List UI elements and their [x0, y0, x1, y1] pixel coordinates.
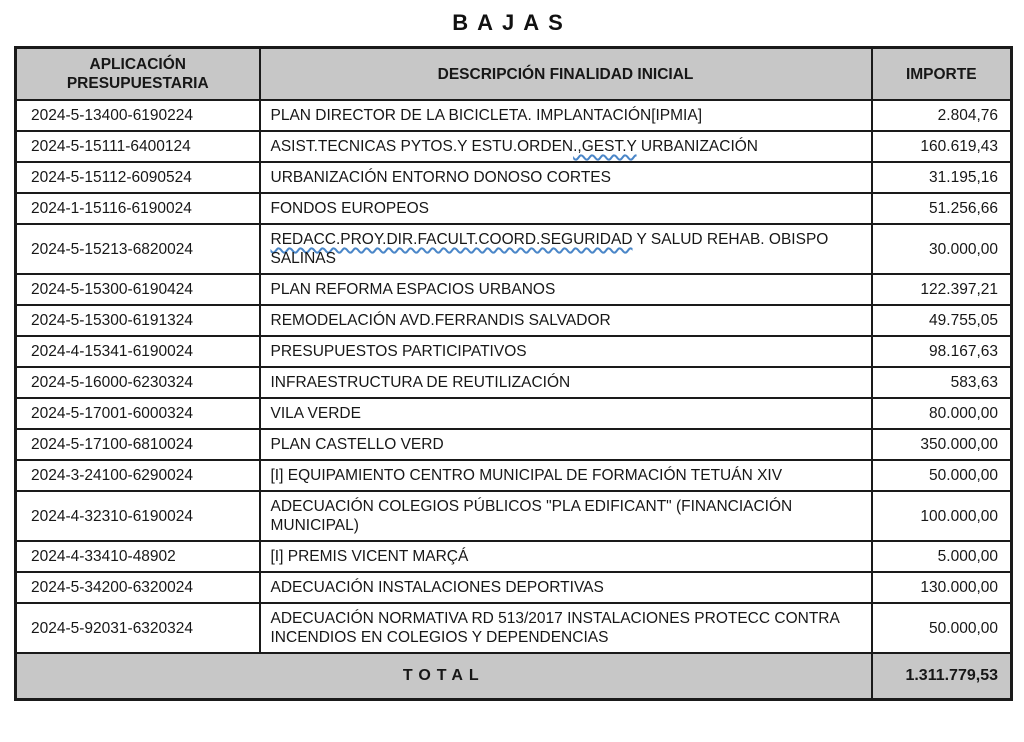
budget-code-cell: [16, 541, 260, 572]
budget-code-cell: [16, 305, 260, 336]
table-row: [16, 162, 1012, 193]
amount-value: 50.000,00: [929, 619, 998, 637]
table-header: [16, 48, 1012, 101]
budget-code-cell: [16, 460, 260, 491]
amount-cell: [872, 429, 1012, 460]
amount-value: 30.000,00: [929, 240, 998, 258]
budget-code: 2024-5-13400-6190224: [31, 107, 194, 124]
spellcheck-underlined-text: .,GEST.Y: [573, 138, 637, 155]
budget-code: 2024-5-15111-6400124: [31, 138, 191, 155]
amount-cell: [872, 572, 1012, 603]
header-row: [16, 48, 1012, 101]
description-cell: [260, 100, 872, 131]
table-row: [16, 572, 1012, 603]
total-label: TOTAL: [16, 653, 872, 699]
table-row: [16, 193, 1012, 224]
amount-cell: [872, 336, 1012, 367]
budget-code: 2024-4-32310-6190024: [31, 507, 194, 525]
description-cell: [260, 305, 872, 336]
table-row: [16, 491, 1012, 541]
budget-code: 2024-4-15341-6190024: [31, 343, 194, 360]
amount-value: 350.000,00: [920, 436, 998, 453]
total-amount: 1.311.779,53: [872, 653, 1012, 699]
budget-code: 2024-5-16000-6230324: [31, 374, 194, 391]
budget-code-cell: [16, 274, 260, 305]
budget-code-cell: [16, 603, 260, 653]
amount-cell: [872, 541, 1012, 572]
amount-value: 5.000,00: [937, 548, 998, 565]
column-header-importe: IMPORTE: [872, 48, 1012, 101]
document-title: BAJAS: [452, 10, 572, 35]
table-body: [16, 100, 1012, 653]
table-row: [16, 460, 1012, 491]
description-cell: [260, 603, 872, 653]
amount-cell: [872, 491, 1012, 541]
amount-cell: [872, 305, 1012, 336]
amount-cell: [872, 460, 1012, 491]
amount-value: 98.167,63: [929, 343, 998, 360]
description-cell: [260, 429, 872, 460]
budget-code: 2024-5-17001-6000324: [31, 405, 194, 422]
amount-cell: [872, 162, 1012, 193]
budget-code: 2024-5-34200-6320024: [31, 579, 194, 596]
description-text: PRESUPUESTOS PARTICIPATIVOS: [270, 343, 527, 360]
total-row: [16, 653, 1012, 699]
budget-code: 2024-5-15300-6190424: [31, 281, 194, 298]
column-header-aplicacion-label: APLICACIÓN PRESUPUESTARIA: [66, 56, 209, 92]
budget-code-cell: [16, 572, 260, 603]
description-text: ADECUACIÓN COLEGIOS PÚBLICOS "PLA EDIFICANT" (FINANCIACIÓN MUNICIPAL): [270, 498, 793, 534]
budget-code-cell: [16, 336, 260, 367]
budget-code: 2024-4-33410-48902: [31, 548, 176, 565]
budget-code-cell: [16, 398, 260, 429]
amount-value: 51.256,66: [929, 200, 998, 217]
description-cell: [260, 541, 872, 572]
table-row: [16, 274, 1012, 305]
budget-code-cell: [16, 131, 260, 162]
amount-cell: [872, 274, 1012, 305]
table-row: [16, 131, 1012, 162]
table-row: [16, 603, 1012, 653]
description-text: URBANIZACIÓN ENTORNO DONOSO CORTES: [270, 169, 611, 186]
table-row: [16, 100, 1012, 131]
budget-code: 2024-3-24100-6290024: [31, 467, 194, 484]
description-cell: [260, 131, 872, 162]
amount-cell: [872, 131, 1012, 162]
amount-value: 583,63: [950, 374, 998, 391]
amount-cell: [872, 193, 1012, 224]
description-text: PLAN CASTELLO VERD: [270, 436, 444, 453]
amount-cell: [872, 603, 1012, 653]
budget-code-cell: [16, 491, 260, 541]
spellcheck-underlined-text: REDACC.PROY.DIR.FACULT.COORD.SEGURIDAD: [270, 231, 633, 248]
amount-cell: [872, 398, 1012, 429]
description-cell: [260, 224, 872, 274]
table-row: [16, 224, 1012, 274]
description-cell: [260, 460, 872, 491]
budget-code: 2024-5-17100-6810024: [31, 436, 194, 453]
amount-value: 130.000,00: [920, 579, 998, 596]
amount-cell: [872, 367, 1012, 398]
amount-cell: [872, 224, 1012, 274]
amount-value: 80.000,00: [929, 405, 998, 422]
description-text: PLAN REFORMA ESPACIOS URBANOS: [270, 281, 556, 298]
table-row: [16, 429, 1012, 460]
budget-code-cell: [16, 367, 260, 398]
description-text: [I] EQUIPAMIENTO CENTRO MUNICIPAL DE FORMACIÓN TETUÁN XIV: [270, 467, 783, 484]
description-cell: [260, 193, 872, 224]
description-cell: [260, 491, 872, 541]
table-row: [16, 367, 1012, 398]
amount-value: 100.000,00: [920, 507, 998, 525]
table-row: [16, 336, 1012, 367]
column-header-aplicacion-presupuestaria: [16, 48, 260, 101]
description-text: FONDOS EUROPEOS: [270, 200, 429, 217]
budget-code: 2024-5-92031-6320324: [31, 619, 194, 637]
table-row: [16, 541, 1012, 572]
bajas-table: [14, 46, 1013, 701]
amount-cell: [872, 100, 1012, 131]
column-header-descripcion-finalidad-inicial: DESCRIPCIÓN FINALIDAD INICIAL: [260, 48, 872, 101]
budget-code: 2024-5-15213-6820024: [31, 240, 194, 258]
description-cell: [260, 398, 872, 429]
budget-code-cell: [16, 162, 260, 193]
description-cell: [260, 162, 872, 193]
budget-code: 2024-5-15300-6191324: [31, 312, 194, 329]
description-cell: [260, 367, 872, 398]
description-text: ADECUACIÓN NORMATIVA RD 513/2017 INSTALACIONES PROTECC CONTRA INCENDIOS EN COLEGIOS Y DEPENDENCIAS: [270, 610, 839, 646]
budget-code: 2024-5-15112-6090524: [31, 169, 192, 186]
description-text: PLAN DIRECTOR DE LA BICICLETA. IMPLANTACIÓN[IPMIA]: [270, 107, 703, 124]
budget-code-cell: [16, 100, 260, 131]
table-row: [16, 398, 1012, 429]
amount-value: 2.804,76: [937, 107, 998, 124]
budget-code-cell: [16, 224, 260, 274]
amount-value: 50.000,00: [929, 467, 998, 484]
table-footer: [16, 653, 1012, 699]
budget-code-cell: [16, 429, 260, 460]
description-text: VILA VERDE: [270, 405, 361, 422]
description-cell: [260, 274, 872, 305]
budget-code: 2024-1-15116-6190024: [31, 200, 192, 217]
description-cell: [260, 336, 872, 367]
description-text-after: Y SALUD REHAB. OBISPO SALINAS: [270, 231, 829, 267]
description-text: ADECUACIÓN INSTALACIONES DEPORTIVAS: [270, 579, 604, 596]
budget-code-cell: [16, 193, 260, 224]
description-text: [I] PREMIS VICENT MARÇÁ: [270, 548, 469, 565]
description-text-after: URBANIZACIÓN: [636, 138, 759, 155]
table-row: [16, 305, 1012, 336]
description-cell: [260, 572, 872, 603]
description-text: ASIST.TECNICAS PYTOS.Y ESTU.ORDEN: [270, 138, 574, 155]
amount-value: 31.195,16: [929, 169, 998, 186]
description-text: REMODELACIÓN AVD.FERRANDIS SALVADOR: [270, 312, 611, 329]
description-text: INFRAESTRUCTURA DE REUTILIZACIÓN: [270, 374, 571, 391]
amount-value: 122.397,21: [920, 281, 998, 298]
amount-value: 160.619,43: [920, 138, 998, 155]
amount-value: 49.755,05: [929, 312, 998, 329]
